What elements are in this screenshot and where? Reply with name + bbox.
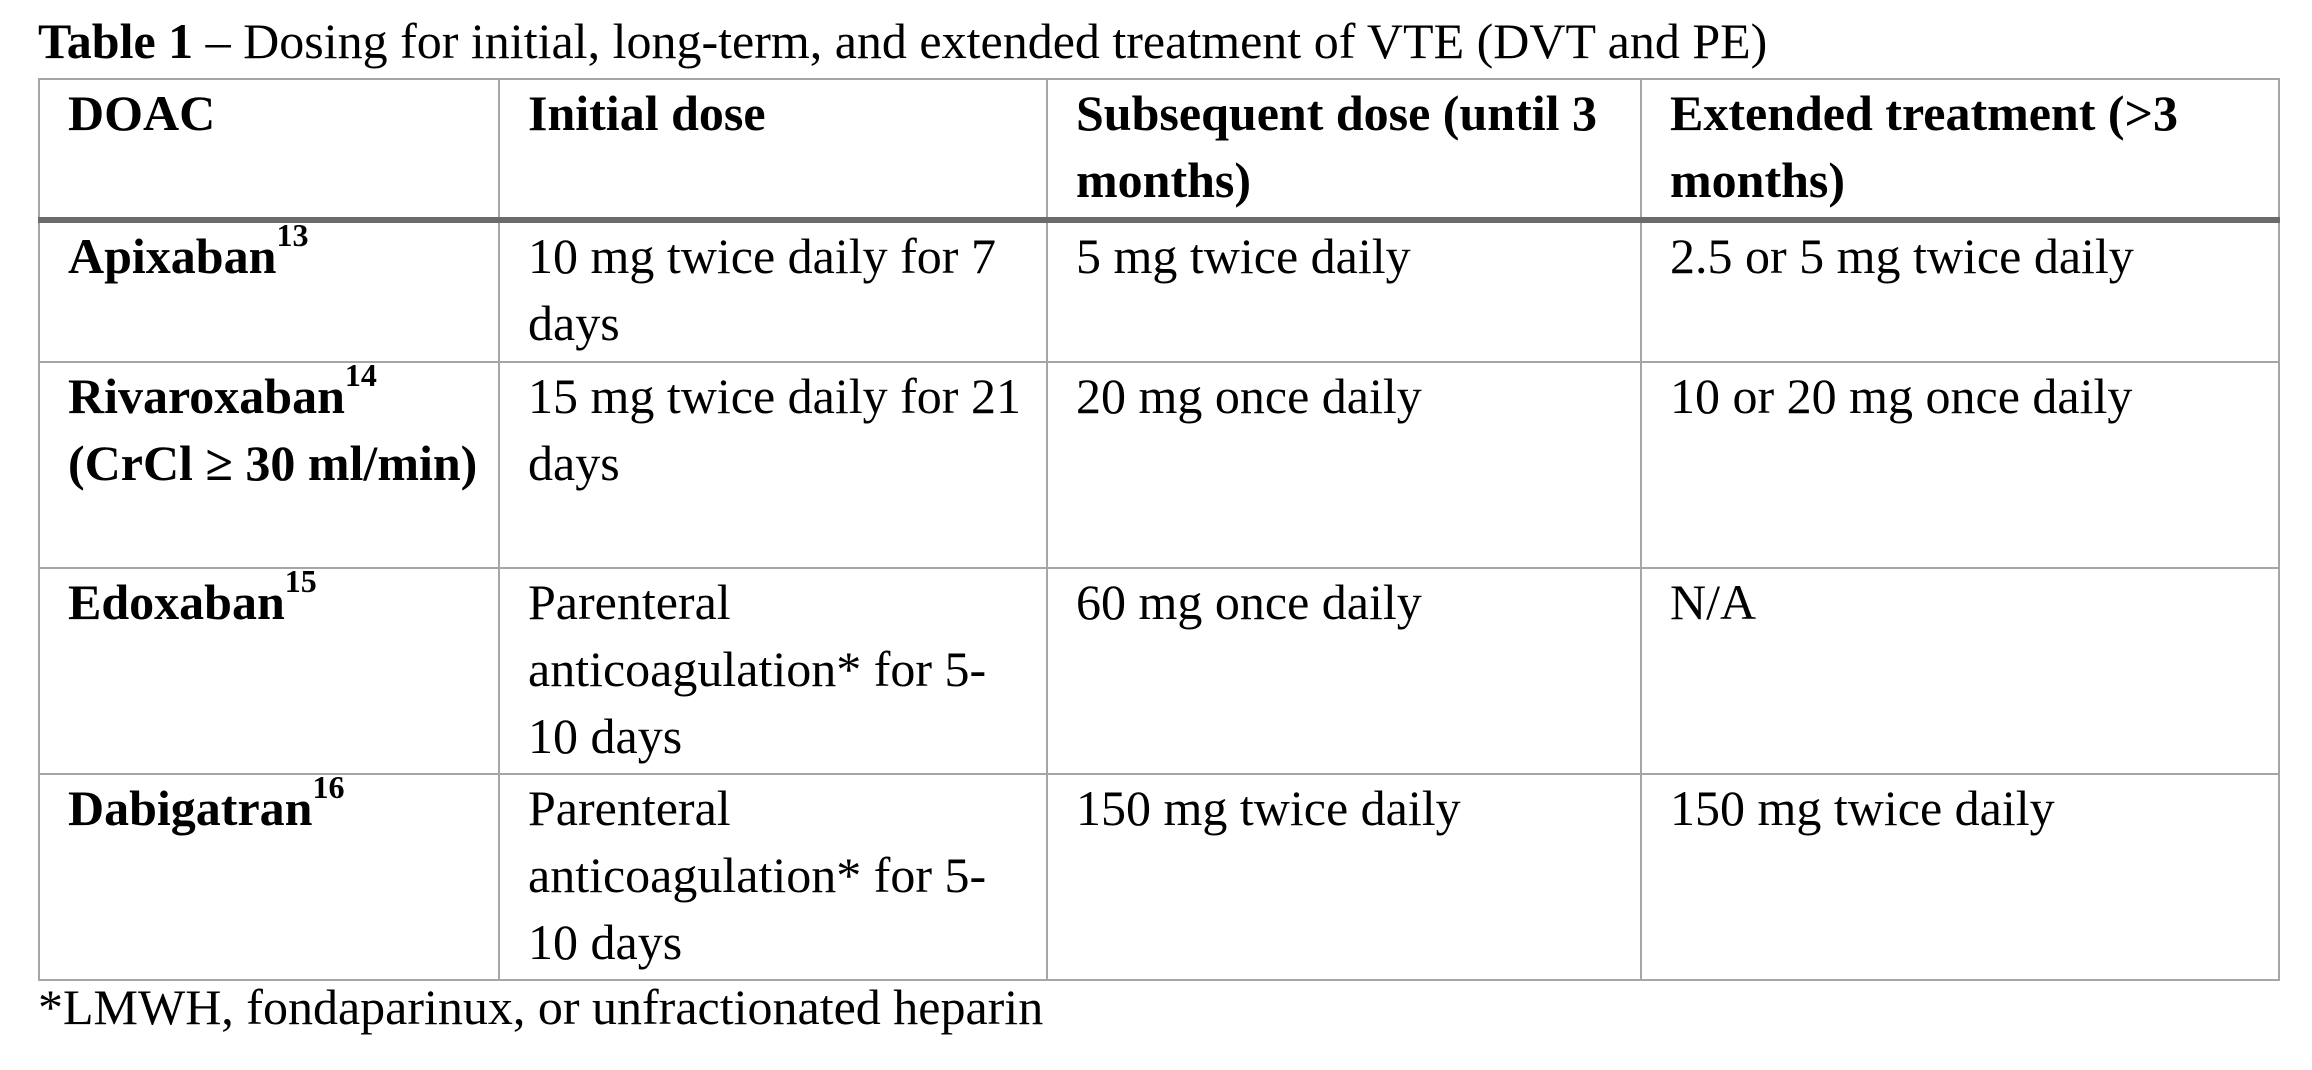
extended-treatment-cell: 150 mg twice daily — [1641, 774, 2279, 980]
subsequent-dose-cell: 150 mg twice daily — [1047, 774, 1641, 980]
extended-treatment-cell: 10 or 20 mg once daily — [1641, 362, 2279, 568]
initial-dose-cell: 15 mg twice daily for 21 days — [499, 362, 1047, 568]
extended-treatment-cell: N/A — [1641, 568, 2279, 774]
subsequent-dose-cell: 20 mg once daily — [1047, 362, 1641, 568]
reference-superscript: 15 — [284, 568, 317, 599]
table-caption — [38, 10, 1767, 72]
drug-cell — [39, 220, 499, 362]
initial-dose-cell: Parenteral anticoagulation* for 5-10 days — [499, 568, 1047, 774]
table-row — [39, 774, 2279, 980]
drug-cell — [39, 568, 499, 774]
drug-name: Edoxaban — [68, 574, 285, 630]
reference-superscript: 13 — [276, 220, 309, 253]
table-header-row — [39, 79, 2279, 220]
extended-treatment-cell: 2.5 or 5 mg twice daily — [1641, 220, 2279, 362]
table-footnote: *LMWH, fondaparinux, or unfractionated heparin — [38, 979, 1044, 1035]
table-row — [39, 362, 2279, 568]
dosing-table — [38, 78, 2280, 981]
subsequent-dose-cell: 60 mg once daily — [1047, 568, 1641, 774]
drug-qualifier: (CrCl ≥ 30 ml/min) — [68, 435, 478, 491]
initial-dose-cell: 10 mg twice daily for 7 days — [499, 220, 1047, 362]
subsequent-dose-cell: 5 mg twice daily — [1047, 220, 1641, 362]
drug-name: Rivaroxaban — [68, 368, 345, 424]
initial-dose-cell: Parenteral anticoagulation* for 5-10 days — [499, 774, 1047, 980]
drug-cell — [39, 362, 499, 568]
drug-name: Apixaban — [68, 228, 277, 284]
reference-superscript: 16 — [312, 774, 345, 805]
table-caption-text: – Dosing for initial, long-term, and extended treatment of VTE (DVT and PE) — [193, 13, 1768, 69]
table-row — [39, 220, 2279, 362]
drug-name: Dabigatran — [68, 780, 313, 836]
header-extended-treatment: Extended treatment (>3 months) — [1641, 79, 2279, 220]
drug-cell — [39, 774, 499, 980]
header-initial-dose: Initial dose — [499, 79, 1047, 220]
header-subsequent-dose: Subsequent dose (until 3 months) — [1047, 79, 1641, 220]
table-row — [39, 568, 2279, 774]
header-doac: DOAC — [39, 79, 499, 220]
table-caption-label: Table 1 — [38, 13, 194, 69]
reference-superscript: 14 — [344, 362, 377, 393]
